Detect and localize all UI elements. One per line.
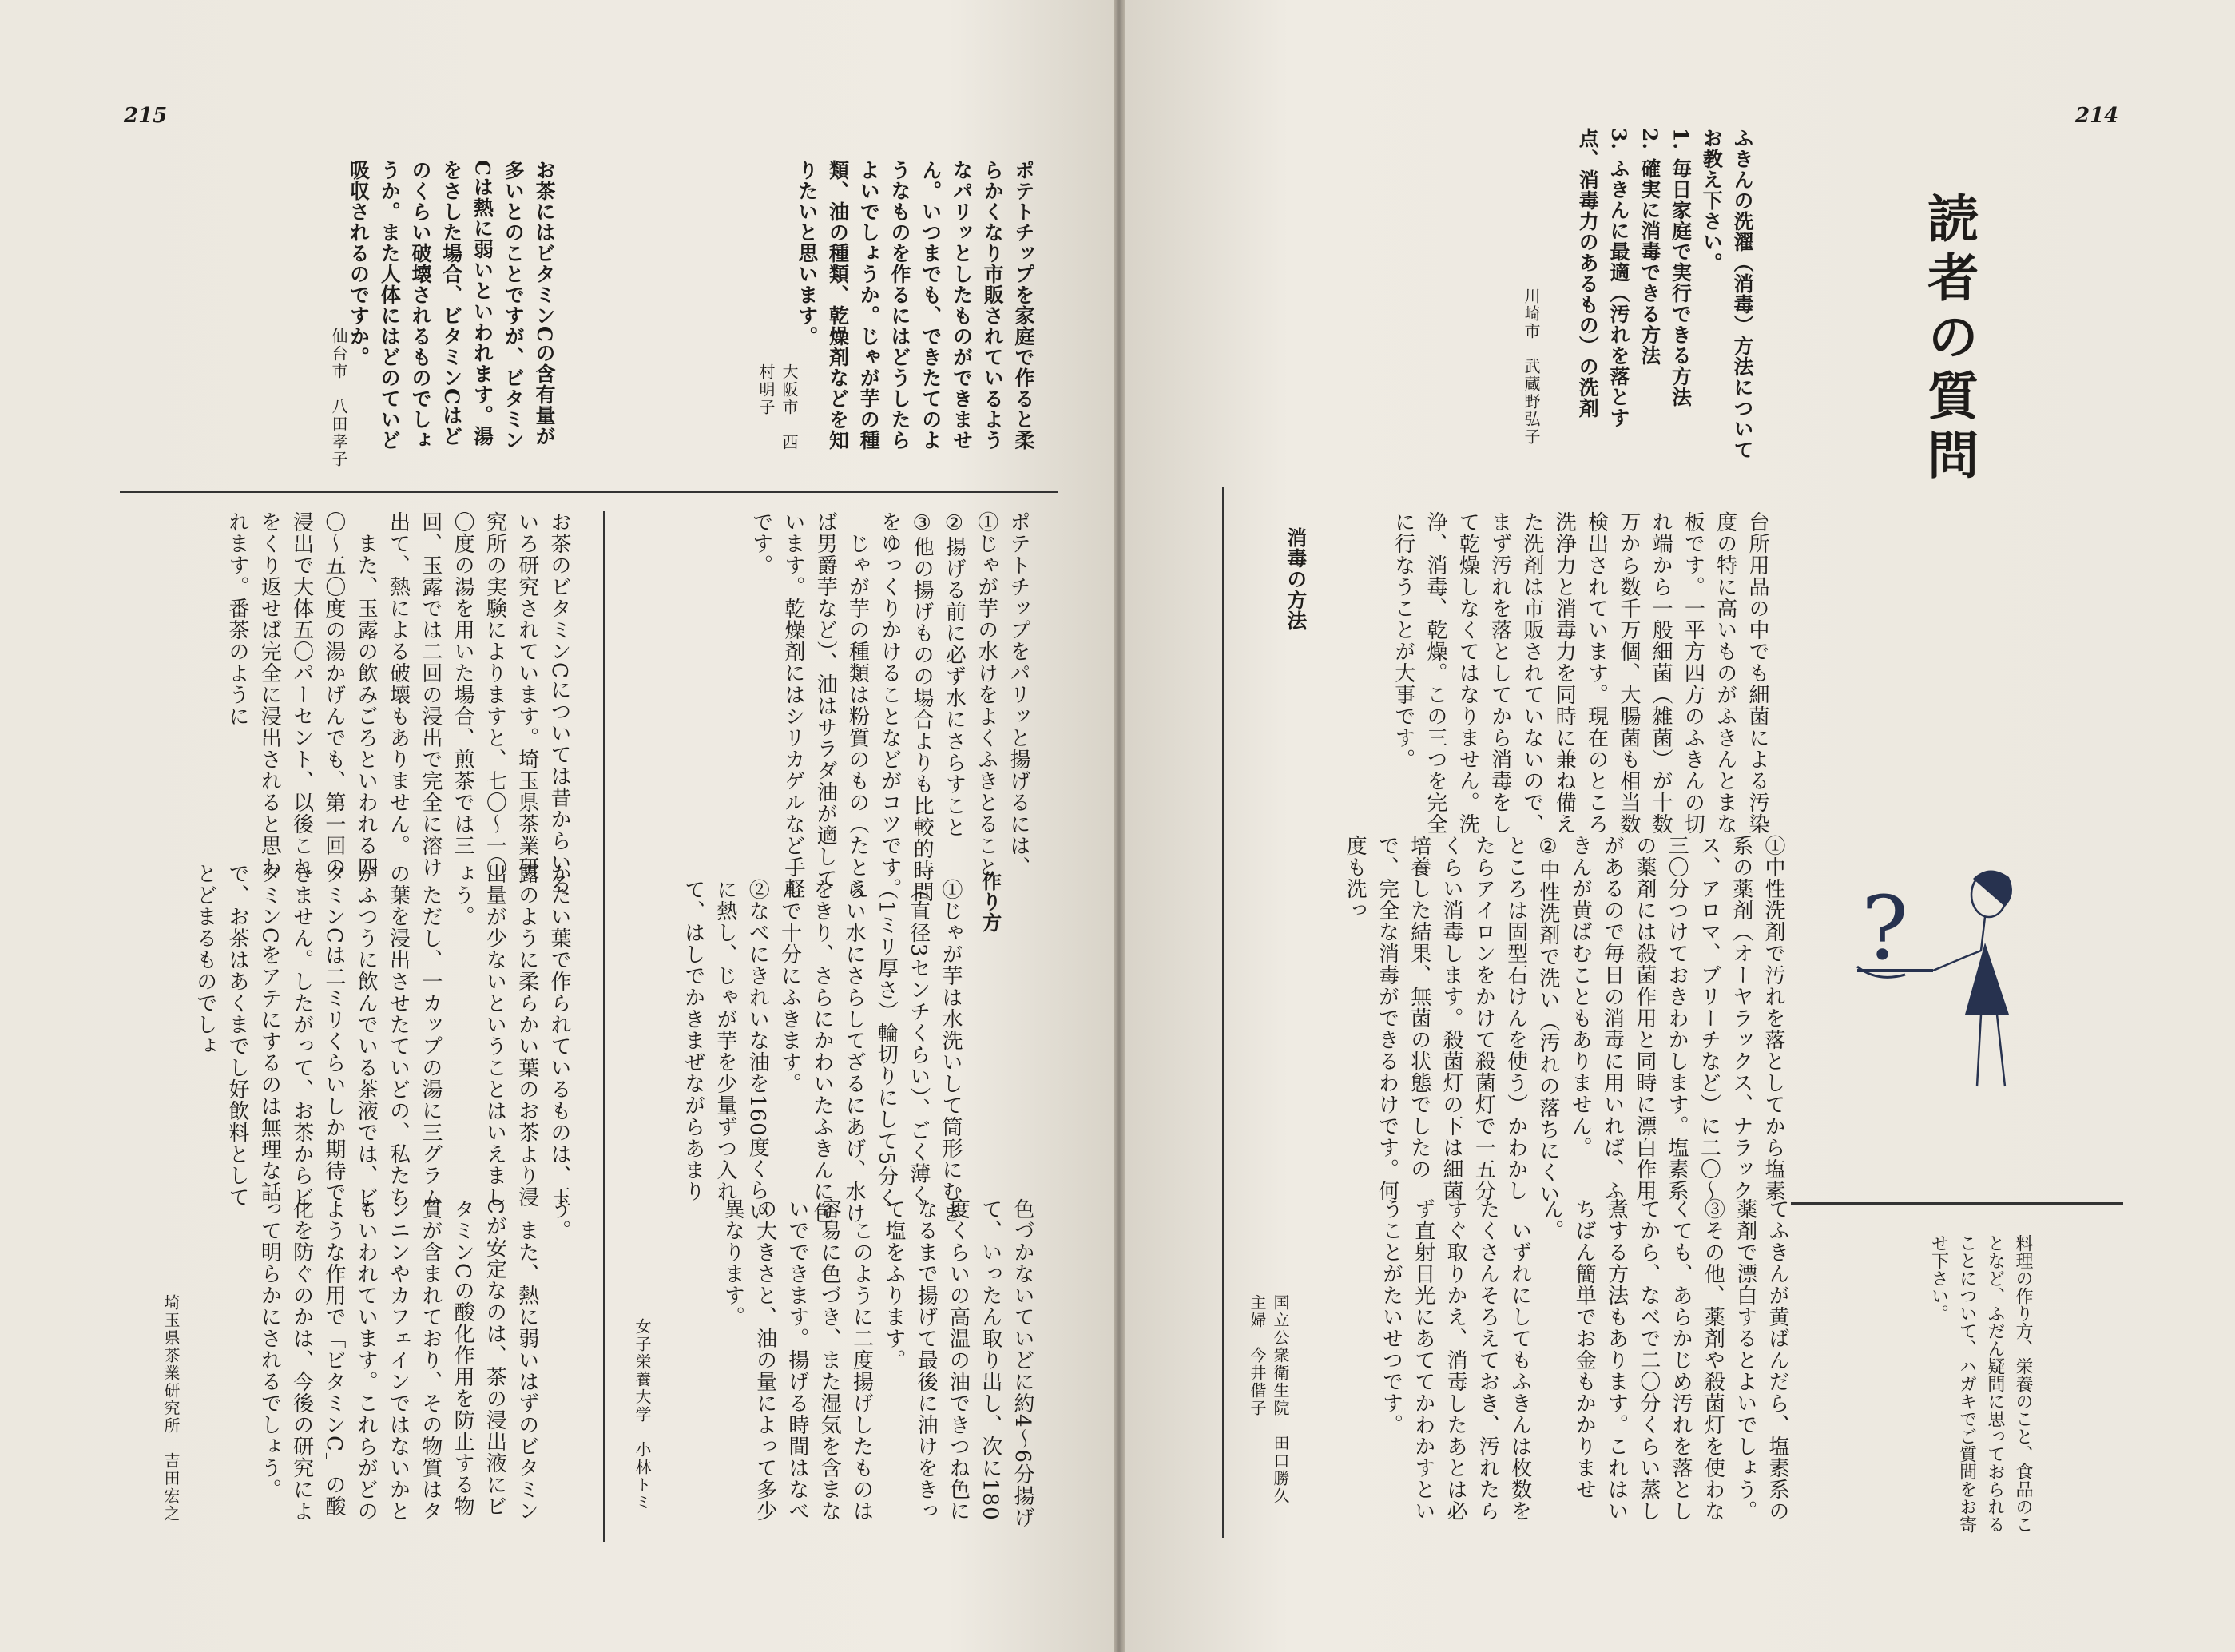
column-rule-q2 [603, 511, 605, 1542]
left-page-horizontal-rule [120, 491, 1058, 493]
woman-with-frying-pan-illustration [1845, 863, 2037, 1102]
question-1-asker: 川崎市 武蔵野弘子 [1522, 288, 1541, 446]
page-title: 読者の質問 [1919, 192, 1979, 487]
column-rule-q1 [1222, 487, 1224, 1538]
intro-text: 料理の作り方、栄養のこと、食品のことなど、ふだん疑問に思っておられることについて、ハガキでご質問をお寄せ下さい。 [1928, 1234, 2033, 1533]
q3-answer-part-b: かたい葉で作られているものは、玉露のように柔らかい葉のお茶より浸出量が少ないということはいえましょう。 ただし、一カップの湯に三グラムの葉を浸出させたていどの、私たちがふつうに飲んでいる茶液では、ビタミンCは二ミリくらいしか期待できません。したがって、お茶からビタミンCをアテにするのは無理な話で、お茶はあくまでし好飲料としてとどまるものでしょ [193, 863, 571, 1208]
question-3: お茶にはビタミンCの含有量が多いとのことですが、ビタミンCは熱に弱いといわれます。湯をさした場合、ビタミンCはどのくらい破壊されるものでしょうか。また人体にはどのていど吸収されるのですか。 [347, 160, 556, 451]
q2-answer-part-b: ①じゃが芋は水洗いして筒形にむき（直径3センチくらい）、ごく薄く（1ミリ厚さ）輪切りにして5分くらい水にさらしてざるにあげ、水けをきり、さらにかわいたふきんに包んで十分にふきます。 ②なべにきれいな油を160度くらいに熱し、じゃが芋を少量ずつ入れて、はしでかきまぜながらあまり [681, 879, 963, 1224]
question-3-asker: 仙台市 八田孝子 [329, 328, 348, 468]
q2-answer-part-c: 色づかないていどに約4〜6分揚げて、いったん取り出し、次に180度くらいの高温の油できつね色になるまで揚げて最後に油けをきって塩をふります。 このように二度揚げしたものは容易に色づき、また湿気を含まないでできます。揚げる時間はなべの大きさと、油の量によって多少異なります。 [721, 1198, 1034, 1529]
q1-answerer: 国立公衆衛生院 田口勝久 主婦 今井偕子 [1248, 1294, 1290, 1505]
intro-rule [1791, 1202, 2123, 1205]
q3-answer-part-a: お茶のビタミンCについては昔からいろいろ研究されています。埼玉県茶業研究所の実験によりますと、七〇〜一〇〇度の湯を用いた場合、煎茶では三回、玉露では二回の浸出で完全に溶け出て、熱による破壊もありません。 また、玉露の飲みごろといわれる四〇〜五〇度の湯かげんでも、第一回の浸出で大体五〇パーセント、以後これをくり返せば完全に浸出されると思われます。番茶のように [225, 511, 571, 895]
question-2: ポテトチップを家庭で作ると柔らかくなり市販されているようなパリッとしたものができません。いつまでも、できたてのようなものを作るにはどうしたらよいでしょうか。じゃが芋の種類、油の種類、乾燥剤などを知りたいと思います。 [795, 160, 1035, 451]
question-2-asker: 大阪市 西村明子 [756, 363, 799, 451]
q3-answer-part-c: う。 また、熱に弱いはずのビタミンCが安定なのは、茶の浸出液にビタミンCの酸化作用を防止する物質が含まれており、その物質はタンニンやカフェインではないかともいわれています。これらがどのような作用で「ビタミンC」の酸化を防ぐのかは、今後の研究によって明らかにされるでしょう。 [257, 1198, 571, 1522]
q2-method-heading: 作り方 [979, 871, 1002, 933]
q1-answer-part-c: てふきんが黄ばんだら、塩素系の薬剤で漂白するとよいでしょう。 ③その他、薬剤や殺菌灯を使わなくても、あらかじめ汚れを落としてから、なべで二〇分くらい蒸し煮する方法もあります。これはいちばん簡単でお金もかかりません。 いずれにしてもふきんは枚数をたくさんそろえておき、汚れたらすぐ取りかえ、消毒したあとは必ず直射日光にあててかわかすということがたいせつです。 [1379, 1198, 1789, 1522]
q1-method-heading: 消毒の方法 [1284, 527, 1308, 631]
q3-answerer: 埼玉県茶業研究所 吉田宏之 [161, 1294, 181, 1523]
q1-answer-part-a: 台所用品の中でも細菌による汚染度の特に高いものがふきんとまな板です。一平方四方のふきんの切れ端から一般細菌（雑菌）が十数万から数千万個、大腸菌も相当数検出されています。現在のところ洗浄力と消毒力を同時に兼ね備えた洗剤は市販されていないので、まず汚れを落としてから消毒をして乾燥しなくてはなりません。洗浄、消毒、乾燥。この三つを完全に行なうことが大事です。 [1391, 511, 1769, 835]
question-mark-icon: ? [1861, 877, 1908, 979]
q2-answer-part-a: ポテトチップをパリッと揚げるには、 ①じゃが芋の水けをよくふきとること ②揚げる前に必ず水にさらすこと ③他の揚げものの場合よりも比較的時間をゆっくりかけることなどがコツです。 じゃが芋の種類は粉質のもの（たとえば男爵芋など）、油はサラダ油が適しています。乾燥剤にはシリカゲルなど手軽です。 [748, 511, 1030, 903]
q1-answer-part-b: ①中性洗剤で汚れを落としてから塩素系の薬剤（オーヤラックス、ナラックス、アロマ、ブリーチなど）に二〇〜三〇分つけておきわかします。塩素系の薬剤には殺菌作用と同時に漂白作用があるので毎日の消毒に用いれば、ふきんが黄ばむこともありません。 ②中性洗剤で洗い（汚れの落ちにくいところは固型石けんを使う）かわかしたらアイロンをかけて殺菌灯で一五分くらい消毒します。殺菌灯の下は細菌培養した結果、無菌の状態でしたので、完全な消毒ができるわけです。何度も洗っ [1343, 835, 1785, 1205]
question-1: ふきんの洗濯（消毒）方法についてお教え下さい。 1. 毎日家庭で実行できる方法 2. 確実に消毒できる方法 3. ふきんに最適（汚れを落とす点、消毒力のあるもの）の洗剤 [1576, 128, 1754, 460]
q2-answerer: 女子栄養大学 小林トミ [633, 1318, 652, 1511]
right-page-number: 214 [2075, 104, 2119, 128]
left-page-number: 215 [124, 104, 168, 128]
book-gutter [1114, 0, 1125, 1652]
